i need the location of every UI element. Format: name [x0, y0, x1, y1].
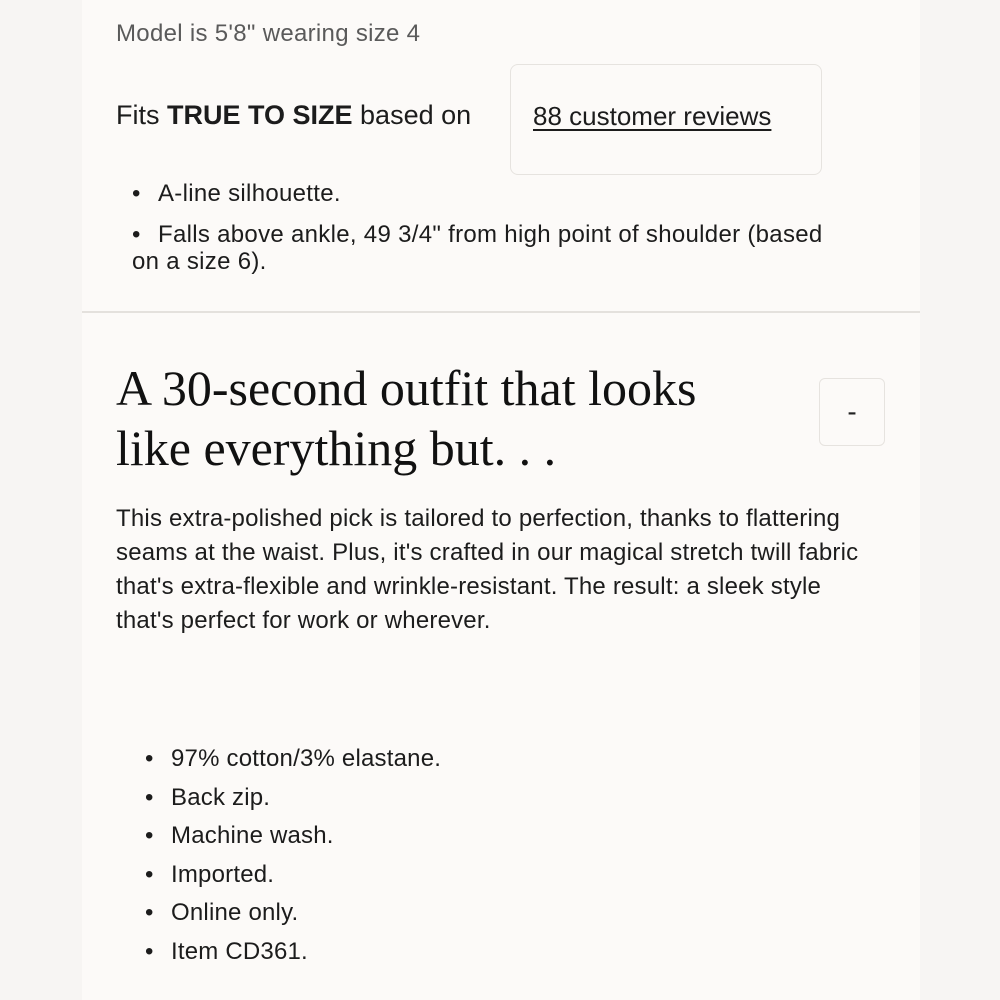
fit-prefix: Fits [116, 100, 167, 130]
details-headline: A 30-second outfit that looks like everything but. . . [116, 360, 697, 476]
customer-reviews-link[interactable]: 88 customer reviews [533, 101, 772, 131]
section-divider [82, 311, 920, 313]
collapse-button[interactable] [819, 378, 885, 446]
detail-bullet-list [145, 740, 441, 971]
fit-bullet-list [132, 180, 852, 289]
fit-summary [116, 100, 471, 131]
fit-suffix: based on [352, 100, 472, 130]
model-size-info: Model is 5'8" wearing size 4 [116, 20, 421, 47]
minus-icon: - [847, 396, 857, 427]
list-item: • Falls above ankle, 49 3/4" from high point of shoulder (based on a size 6). [132, 221, 852, 275]
list-item: • Machine wash. [145, 817, 441, 856]
list-item: • Back zip. [145, 779, 441, 818]
list-item: • Imported. [145, 856, 441, 895]
list-item: • 97% cotton/3% elastane. [145, 740, 441, 779]
fit-size-label: TRUE TO SIZE [167, 100, 353, 130]
list-item: • Online only. [145, 894, 441, 933]
list-item: • A-line silhouette. [132, 180, 852, 207]
product-description: This extra-polished pick is tailored to perfection, thanks to flattering seams at the waist. Plus, it's crafted in our magical stretch twill fabric that's extra-flexible and wrinkle-resistant. The result: a sleek style that's perfect for work or wherever. [116, 505, 859, 634]
list-item: • Item CD361. [145, 933, 441, 972]
